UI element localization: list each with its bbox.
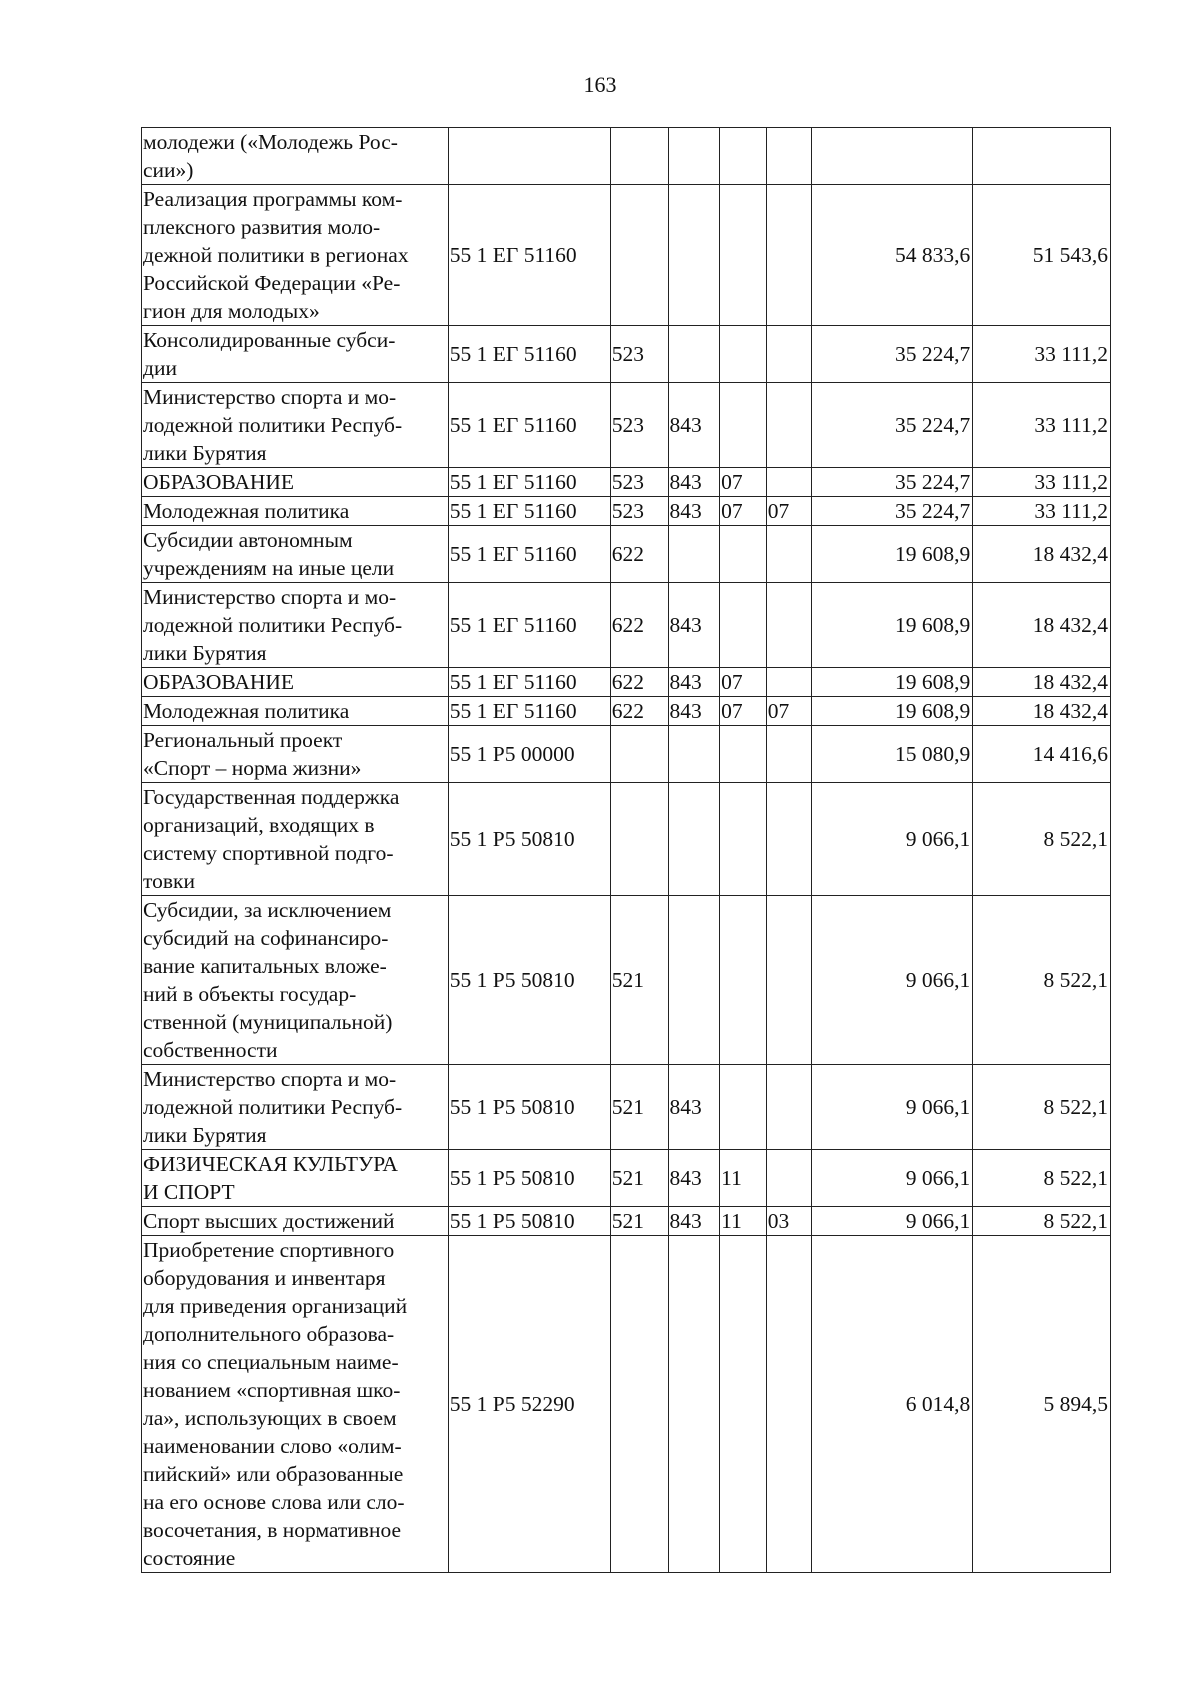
table-row	[142, 896, 1111, 1065]
row-name-line: Приобретение спортивного	[143, 1238, 395, 1262]
expense-type-code: 521	[610, 1150, 668, 1207]
subsection-code: 03	[766, 1207, 812, 1236]
section-code	[720, 326, 767, 383]
row-name-line: лики Бурятия	[143, 1123, 267, 1147]
row-name-line: Российской Федерации «Ре-	[143, 271, 401, 295]
target-article-code: 55 1 P5 50810	[448, 1065, 610, 1150]
ministry-code	[668, 326, 720, 383]
row-name-line: Спорт высших достижений	[143, 1209, 395, 1233]
row-name-line: лики Бурятия	[143, 641, 267, 665]
row-name-line: учреждениям на иные цели	[143, 556, 395, 580]
expense-type-code	[610, 726, 668, 783]
target-article-code: 55 1 ЕГ 51160	[448, 697, 610, 726]
expense-type-code: 521	[610, 1065, 668, 1150]
table-row	[142, 526, 1111, 583]
section-code	[720, 583, 767, 668]
subsection-code	[766, 1065, 812, 1150]
expense-type-code: 523	[610, 468, 668, 497]
row-name-line: нованием «спортивная шко-	[143, 1378, 401, 1402]
subsection-code	[766, 583, 812, 668]
row-name-line: лодежной политики Респуб-	[143, 1095, 403, 1119]
subsection-code	[766, 128, 812, 185]
subsection-code	[766, 896, 812, 1065]
ministry-code: 843	[668, 697, 720, 726]
table-row	[142, 383, 1111, 468]
row-name-line: восочетания, в нормативное	[143, 1518, 401, 1542]
target-article-code: 55 1 ЕГ 51160	[448, 668, 610, 697]
subsection-code	[766, 1236, 812, 1573]
table-body	[142, 128, 1111, 1573]
amount-year-1: 19 608,9	[812, 697, 973, 726]
section-code: 11	[720, 1150, 767, 1207]
row-name-line: дии	[143, 356, 177, 380]
row-name-line: Консолидированные субси-	[143, 328, 396, 352]
amount-year-2: 5 894,5	[973, 1236, 1111, 1573]
section-code	[720, 783, 767, 896]
table-row	[142, 783, 1111, 896]
ministry-code	[668, 896, 720, 1065]
ministry-code: 843	[668, 583, 720, 668]
amount-year-1	[812, 128, 973, 185]
section-code: 07	[720, 468, 767, 497]
row-name-line: дежной политики в регионах	[143, 243, 409, 267]
section-code	[720, 526, 767, 583]
row-name-line: ФИЗИЧЕСКАЯ КУЛЬТУРА	[143, 1152, 398, 1176]
amount-year-2: 33 111,2	[973, 468, 1111, 497]
row-name-line: наименовании слово «олим-	[143, 1434, 402, 1458]
amount-year-2: 8 522,1	[973, 783, 1111, 896]
row-name-line: Региональный проект	[143, 728, 343, 752]
row-name-line: сии»)	[143, 158, 194, 182]
row-name-line: состояние	[143, 1546, 236, 1570]
ministry-code	[668, 526, 720, 583]
table-row	[142, 1236, 1111, 1573]
amount-year-1: 19 608,9	[812, 583, 973, 668]
target-article-code: 55 1 ЕГ 51160	[448, 468, 610, 497]
row-name-line: ний в объекты государ-	[143, 982, 357, 1006]
amount-year-1: 35 224,7	[812, 468, 973, 497]
row-name-line: ния со специальным наиме-	[143, 1350, 399, 1374]
amount-year-1: 19 608,9	[812, 526, 973, 583]
amount-year-1: 15 080,9	[812, 726, 973, 783]
row-name	[142, 697, 449, 726]
ministry-code	[668, 1236, 720, 1573]
table-row	[142, 1065, 1111, 1150]
row-name	[142, 896, 449, 1065]
row-name	[142, 468, 449, 497]
row-name	[142, 128, 449, 185]
amount-year-1: 6 014,8	[812, 1236, 973, 1573]
section-code	[720, 726, 767, 783]
expense-type-code: 521	[610, 896, 668, 1065]
table-row	[142, 697, 1111, 726]
row-name	[142, 326, 449, 383]
row-name	[142, 1236, 449, 1573]
table-row	[142, 668, 1111, 697]
ministry-code	[668, 128, 720, 185]
subsection-code	[766, 326, 812, 383]
amount-year-1: 9 066,1	[812, 1150, 973, 1207]
amount-year-2: 18 432,4	[973, 583, 1111, 668]
amount-year-2: 18 432,4	[973, 697, 1111, 726]
amount-year-2: 33 111,2	[973, 383, 1111, 468]
row-name-line: Министерство спорта и мо-	[143, 585, 397, 609]
row-name	[142, 1065, 449, 1150]
amount-year-1: 9 066,1	[812, 1065, 973, 1150]
section-code: 11	[720, 1207, 767, 1236]
target-article-code: 55 1 P5 50810	[448, 783, 610, 896]
row-name-line: пийский» или образованные	[143, 1462, 404, 1486]
row-name	[142, 497, 449, 526]
target-article-code: 55 1 ЕГ 51160	[448, 326, 610, 383]
ministry-code: 843	[668, 497, 720, 526]
amount-year-1: 9 066,1	[812, 896, 973, 1065]
row-name-line: Министерство спорта и мо-	[143, 385, 397, 409]
table-row	[142, 583, 1111, 668]
expense-type-code: 622	[610, 668, 668, 697]
subsection-code	[766, 468, 812, 497]
ministry-code: 843	[668, 1150, 720, 1207]
ministry-code	[668, 726, 720, 783]
row-name-line: молодежи («Молодежь Рос-	[143, 130, 398, 154]
target-article-code	[448, 128, 610, 185]
ministry-code: 843	[668, 1065, 720, 1150]
row-name-line: для приведения организаций	[143, 1294, 408, 1318]
target-article-code: 55 1 ЕГ 51160	[448, 383, 610, 468]
row-name-line: товки	[143, 869, 195, 893]
row-name	[142, 1150, 449, 1207]
table-row	[142, 468, 1111, 497]
amount-year-1: 9 066,1	[812, 783, 973, 896]
amount-year-2: 8 522,1	[973, 1207, 1111, 1236]
row-name-line: Молодежная политика	[143, 499, 350, 523]
row-name-line: Министерство спорта и мо-	[143, 1067, 397, 1091]
section-code: 07	[720, 697, 767, 726]
row-name-line: лодежной политики Респуб-	[143, 413, 403, 437]
row-name-line: дополнительного образова-	[143, 1322, 395, 1346]
row-name-line: гион для молодых»	[143, 299, 320, 323]
section-code	[720, 896, 767, 1065]
amount-year-2: 18 432,4	[973, 668, 1111, 697]
row-name-line: «Спорт – норма жизни»	[143, 756, 362, 780]
section-code	[720, 185, 767, 326]
row-name-line: лики Бурятия	[143, 441, 267, 465]
row-name-line: Субсидии автономным	[143, 528, 353, 552]
row-name	[142, 583, 449, 668]
section-code	[720, 1065, 767, 1150]
amount-year-1: 9 066,1	[812, 1207, 973, 1236]
page-number: 163	[583, 72, 617, 97]
amount-year-2: 8 522,1	[973, 1150, 1111, 1207]
expense-type-code	[610, 185, 668, 326]
row-name-line: вание капитальных вложе-	[143, 954, 387, 978]
table-row	[142, 726, 1111, 783]
amount-year-2: 33 111,2	[973, 497, 1111, 526]
target-article-code: 55 1 P5 52290	[448, 1236, 610, 1573]
section-code	[720, 128, 767, 185]
ministry-code	[668, 783, 720, 896]
row-name-line: систему спортивной подго-	[143, 841, 394, 865]
subsection-code	[766, 383, 812, 468]
section-code: 07	[720, 668, 767, 697]
amount-year-1: 35 224,7	[812, 326, 973, 383]
target-article-code: 55 1 P5 50810	[448, 896, 610, 1065]
row-name	[142, 726, 449, 783]
amount-year-2: 18 432,4	[973, 526, 1111, 583]
amount-year-2: 8 522,1	[973, 896, 1111, 1065]
target-article-code: 55 1 ЕГ 51160	[448, 497, 610, 526]
row-name-line: лодежной политики Респуб-	[143, 613, 403, 637]
subsection-code: 07	[766, 497, 812, 526]
amount-year-1: 54 833,6	[812, 185, 973, 326]
ministry-code	[668, 185, 720, 326]
row-name-line: оборудования и инвентаря	[143, 1266, 386, 1290]
row-name	[142, 526, 449, 583]
ministry-code: 843	[668, 383, 720, 468]
target-article-code: 55 1 ЕГ 51160	[448, 185, 610, 326]
target-article-code: 55 1 ЕГ 51160	[448, 526, 610, 583]
row-name-line: ла», использующих в своем	[143, 1406, 397, 1430]
expense-type-code	[610, 128, 668, 185]
section-code: 07	[720, 497, 767, 526]
row-name-line: ОБРАЗОВАНИЕ	[143, 670, 295, 694]
subsection-code	[766, 526, 812, 583]
expense-type-code	[610, 783, 668, 896]
section-code	[720, 1236, 767, 1573]
expense-type-code	[610, 1236, 668, 1573]
ministry-code: 843	[668, 668, 720, 697]
table-row	[142, 1207, 1111, 1236]
expense-type-code: 523	[610, 497, 668, 526]
subsection-code	[766, 1150, 812, 1207]
row-name	[142, 668, 449, 697]
amount-year-1: 35 224,7	[812, 383, 973, 468]
target-article-code: 55 1 P5 50810	[448, 1207, 610, 1236]
table-row	[142, 1150, 1111, 1207]
table-row	[142, 497, 1111, 526]
row-name-line: субсидий на софинансиро-	[143, 926, 389, 950]
row-name-line: собственности	[143, 1038, 278, 1062]
row-name-line: Молодежная политика	[143, 699, 350, 723]
row-name-line: на его основе слова или сло-	[143, 1490, 405, 1514]
amount-year-2: 33 111,2	[973, 326, 1111, 383]
row-name-line: плексного развития моло-	[143, 215, 381, 239]
row-name-line: И СПОРТ	[143, 1180, 235, 1204]
row-name-line: Субсидии, за исключением	[143, 898, 392, 922]
amount-year-2: 14 416,6	[973, 726, 1111, 783]
row-name-line: ственной (муниципальной)	[143, 1010, 393, 1034]
amount-year-2: 8 522,1	[973, 1065, 1111, 1150]
amount-year-2	[973, 128, 1111, 185]
row-name-line: организаций, входящих в	[143, 813, 375, 837]
table-row	[142, 185, 1111, 326]
table-row	[142, 326, 1111, 383]
budget-table	[141, 127, 1111, 1573]
expense-type-code: 521	[610, 1207, 668, 1236]
target-article-code: 55 1 P5 00000	[448, 726, 610, 783]
row-name	[142, 783, 449, 896]
expense-type-code: 622	[610, 583, 668, 668]
expense-type-code: 523	[610, 326, 668, 383]
section-code	[720, 383, 767, 468]
target-article-code: 55 1 ЕГ 51160	[448, 583, 610, 668]
subsection-code: 07	[766, 697, 812, 726]
row-name-line: Государственная поддержка	[143, 785, 400, 809]
amount-year-1: 19 608,9	[812, 668, 973, 697]
ministry-code: 843	[668, 468, 720, 497]
amount-year-2: 51 543,6	[973, 185, 1111, 326]
row-name	[142, 185, 449, 326]
table-row	[142, 128, 1111, 185]
subsection-code	[766, 726, 812, 783]
row-name	[142, 1207, 449, 1236]
subsection-code	[766, 668, 812, 697]
expense-type-code: 622	[610, 697, 668, 726]
expense-type-code: 622	[610, 526, 668, 583]
subsection-code	[766, 185, 812, 326]
amount-year-1: 35 224,7	[812, 497, 973, 526]
row-name-line: ОБРАЗОВАНИЕ	[143, 470, 295, 494]
row-name-line: Реализация программы ком-	[143, 187, 403, 211]
row-name	[142, 383, 449, 468]
target-article-code: 55 1 P5 50810	[448, 1150, 610, 1207]
subsection-code	[766, 783, 812, 896]
expense-type-code: 523	[610, 383, 668, 468]
ministry-code: 843	[668, 1207, 720, 1236]
